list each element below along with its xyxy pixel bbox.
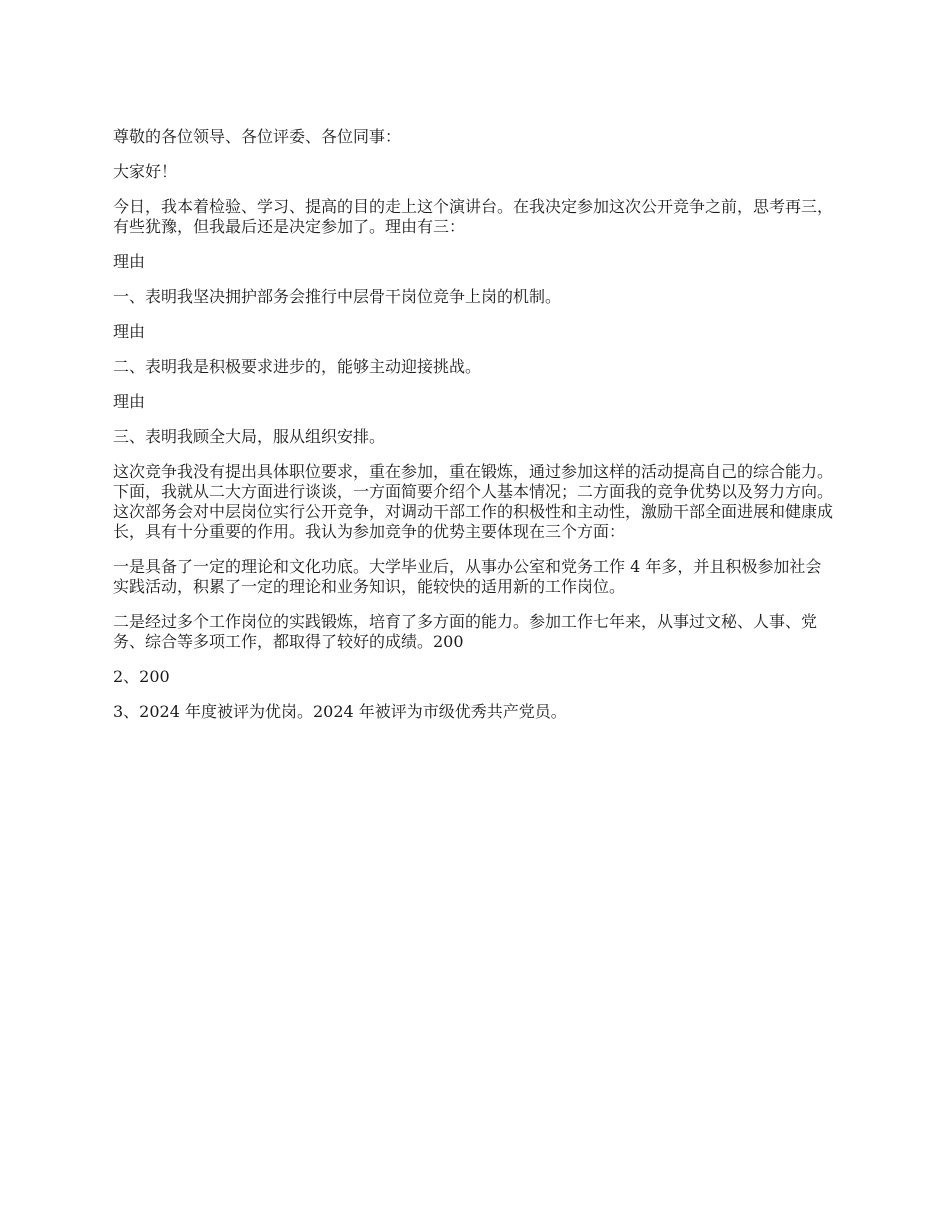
reason-item: 三、表明我顾全大局，服从组织安排。 xyxy=(113,427,386,446)
reason-item: 一、表明我坚决拥护部务会推行中层骨干岗位竞争上岗的机制。 xyxy=(113,287,562,306)
body-paragraph: 一是具备了一定的理论和文化功底。大学毕业后，从事办公室和党务工作 4 年多，并且积极参加社会实践活动，积累了一定的理论和业务知识，能较快的适用新的工作岗位。 xyxy=(113,557,822,596)
list-item: 2、200 xyxy=(113,667,170,686)
reason-heading: 理由 xyxy=(113,252,146,271)
body-paragraph: 这次竞争我没有提出具体职位要求，重在参加，重在锻炼，通过参加这样的活动提高自己的综合能力。下面，我就从二大方面进行谈谈，一方面简要介绍个人基本情况；二方面我的竞争优势以及努力方向。这次部务会对中层岗位实行公开竞争，对调动干部工作的积极性和主动性，激励干部全面进展和健康成长，具有十分重要的作用。我认为参加竞争的优势主要体现在三个方面： xyxy=(113,462,834,541)
reason-heading: 理由 xyxy=(113,392,146,411)
salutation: 尊敬的各位领导、各位评委、各位同事： xyxy=(113,127,402,146)
reason-item: 二、表明我是积极要求进步的，能够主动迎接挑战。 xyxy=(113,357,482,376)
greeting: 大家好！ xyxy=(113,162,178,181)
document-body xyxy=(113,127,833,737)
body-paragraph: 二是经过多个工作岗位的实践锻炼，培育了多方面的能力。参加工作七年来，从事过文秘、人事、党务、综合等多项工作，都取得了较好的成绩。200 xyxy=(113,612,818,651)
reason-heading: 理由 xyxy=(113,322,146,341)
intro-paragraph: 今日，我本着检验、学习、提高的目的走上这个演讲台。在我决定参加这次公开竞争之前，思考再三，有些犹豫，但我最后还是决定参加了。理由有三： xyxy=(113,197,834,236)
list-item: 3、2024 年度被评为优岗。2024 年被评为市级优秀共产党员。 xyxy=(113,702,567,721)
